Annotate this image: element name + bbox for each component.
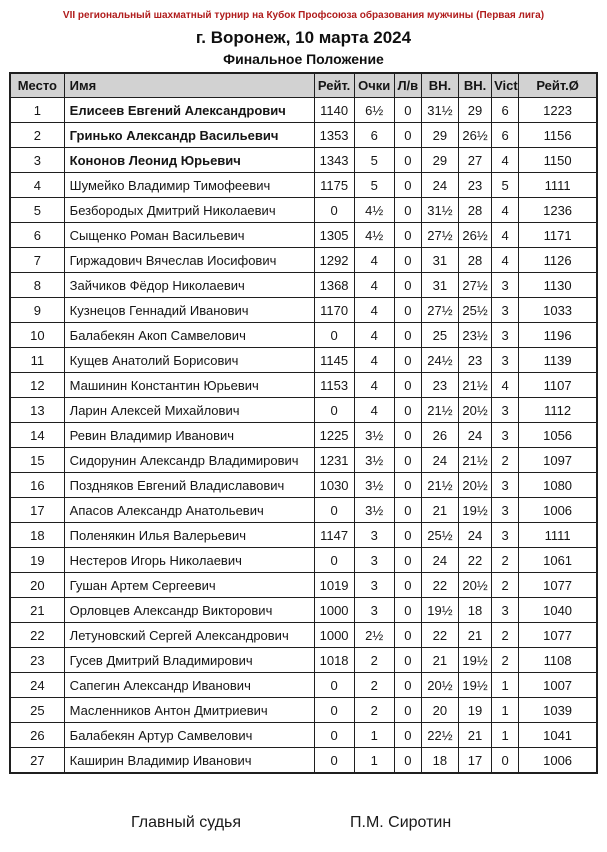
table-row [10,748,597,774]
cell-vict: 2 [492,573,519,598]
cell-rating: 1231 [314,448,354,473]
cell-points: 3 [354,598,394,623]
cell-points: 1 [354,723,394,748]
cell-rating_avg: 1107 [519,373,597,398]
cell-lv: 0 [394,448,421,473]
cell-name: Масленников Антон Дмитриевич [64,698,314,723]
cell-lv: 0 [394,273,421,298]
cell-bh1: 29 [421,123,458,148]
column-header-bh2: ВН. [458,73,491,98]
cell-lv: 0 [394,223,421,248]
cell-place: 7 [10,248,64,273]
cell-name: Гринько Александр Васильевич [64,123,314,148]
cell-bh1: 18 [421,748,458,774]
table-row [10,373,597,398]
cell-bh1: 24 [421,173,458,198]
cell-rating_avg: 1108 [519,648,597,673]
cell-name: Безбородых Дмитрий Николаевич [64,198,314,223]
table-row [10,148,597,173]
cell-rating_avg: 1033 [519,298,597,323]
cell-rating: 1030 [314,473,354,498]
cell-rating_avg: 1040 [519,598,597,623]
cell-bh2: 27½ [458,273,491,298]
cell-lv: 0 [394,548,421,573]
cell-bh1: 21 [421,648,458,673]
cell-rating: 1292 [314,248,354,273]
cell-vict: 4 [492,223,519,248]
cell-lv: 0 [394,623,421,648]
cell-vict: 1 [492,698,519,723]
cell-place: 3 [10,148,64,173]
cell-bh1: 21½ [421,398,458,423]
cell-lv: 0 [394,723,421,748]
cell-place: 25 [10,698,64,723]
cell-place: 26 [10,723,64,748]
cell-vict: 6 [492,123,519,148]
cell-lv: 0 [394,423,421,448]
table-row [10,423,597,448]
cell-name: Кущев Анатолий Борисович [64,348,314,373]
cell-points: 2 [354,648,394,673]
cell-points: 4½ [354,198,394,223]
cell-points: 6 [354,123,394,148]
column-header-rating_avg: Рейт.Ø [519,73,597,98]
results-table [9,72,598,774]
table-row [10,548,597,573]
cell-bh1: 22½ [421,723,458,748]
cell-points: 4 [354,323,394,348]
column-header-place: Место [10,73,64,98]
cell-bh2: 21 [458,623,491,648]
cell-rating_avg: 1041 [519,723,597,748]
cell-vict: 3 [492,298,519,323]
cell-bh1: 31 [421,273,458,298]
column-header-rating: Рейт. [314,73,354,98]
cell-rating: 0 [314,398,354,423]
cell-rating: 1343 [314,148,354,173]
cell-rating: 0 [314,498,354,523]
cell-bh2: 21 [458,723,491,748]
table-header-row [10,73,597,98]
cell-name: Зайчиков Фёдор Николаевич [64,273,314,298]
cell-place: 13 [10,398,64,423]
cell-bh1: 29 [421,148,458,173]
cell-rating_avg: 1077 [519,623,597,648]
cell-points: 3½ [354,423,394,448]
cell-vict: 4 [492,198,519,223]
cell-lv: 0 [394,348,421,373]
cell-lv: 0 [394,298,421,323]
cell-rating_avg: 1130 [519,273,597,298]
cell-rating: 1305 [314,223,354,248]
signature-footer [0,814,607,838]
cell-place: 24 [10,673,64,698]
cell-vict: 6 [492,98,519,123]
cell-points: 4 [354,348,394,373]
cell-place: 12 [10,373,64,398]
cell-place: 11 [10,348,64,373]
cell-bh1: 31 [421,248,458,273]
table-row [10,473,597,498]
cell-vict: 0 [492,748,519,774]
table-row [10,698,597,723]
cell-points: 4 [354,373,394,398]
table-row [10,248,597,273]
cell-bh2: 21½ [458,373,491,398]
cell-vict: 3 [492,598,519,623]
cell-bh1: 24½ [421,348,458,373]
cell-bh1: 26 [421,423,458,448]
cell-rating: 1018 [314,648,354,673]
cell-bh1: 22 [421,623,458,648]
cell-rating: 0 [314,198,354,223]
cell-bh2: 26½ [458,123,491,148]
cell-rating_avg: 1196 [519,323,597,348]
cell-bh1: 21 [421,498,458,523]
cell-rating_avg: 1223 [519,98,597,123]
cell-vict: 1 [492,673,519,698]
cell-name: Елисеев Евгений Александрович [64,98,314,123]
cell-bh2: 19½ [458,673,491,698]
cell-rating: 1353 [314,123,354,148]
cell-place: 5 [10,198,64,223]
cell-place: 15 [10,448,64,473]
cell-bh2: 28 [458,248,491,273]
cell-rating_avg: 1006 [519,748,597,774]
cell-rating: 0 [314,748,354,774]
cell-vict: 2 [492,448,519,473]
cell-rating: 1147 [314,523,354,548]
cell-place: 17 [10,498,64,523]
cell-rating_avg: 1126 [519,248,597,273]
cell-name: Поленякин Илья Валерьевич [64,523,314,548]
cell-bh2: 17 [458,748,491,774]
cell-bh2: 23 [458,173,491,198]
cell-place: 16 [10,473,64,498]
cell-vict: 3 [492,498,519,523]
cell-rating_avg: 1056 [519,423,597,448]
cell-bh2: 21½ [458,448,491,473]
cell-rating: 0 [314,723,354,748]
table-row [10,573,597,598]
table-row [10,673,597,698]
cell-bh2: 20½ [458,473,491,498]
cell-lv: 0 [394,673,421,698]
cell-lv: 0 [394,248,421,273]
table-row [10,98,597,123]
table-row [10,598,597,623]
cell-points: 4 [354,298,394,323]
cell-rating_avg: 1112 [519,398,597,423]
cell-bh2: 24 [458,423,491,448]
cell-bh1: 20½ [421,673,458,698]
cell-rating: 1225 [314,423,354,448]
cell-bh1: 25 [421,323,458,348]
cell-place: 20 [10,573,64,598]
cell-lv: 0 [394,748,421,774]
cell-bh1: 27½ [421,298,458,323]
cell-vict: 1 [492,723,519,748]
cell-bh1: 24 [421,548,458,573]
cell-place: 9 [10,298,64,323]
cell-bh2: 23 [458,348,491,373]
cell-lv: 0 [394,473,421,498]
cell-place: 14 [10,423,64,448]
cell-points: 3½ [354,473,394,498]
cell-name: Каширин Владимир Иванович [64,748,314,774]
cell-place: 22 [10,623,64,648]
cell-rating_avg: 1236 [519,198,597,223]
table-row [10,323,597,348]
cell-name: Сапегин Александр Иванович [64,673,314,698]
cell-vict: 2 [492,548,519,573]
cell-bh2: 19½ [458,648,491,673]
cell-lv: 0 [394,648,421,673]
cell-points: 6½ [354,98,394,123]
table-row [10,448,597,473]
cell-bh2: 20½ [458,573,491,598]
cell-place: 21 [10,598,64,623]
cell-lv: 0 [394,323,421,348]
table-row [10,298,597,323]
cell-lv: 0 [394,698,421,723]
cell-points: 4½ [354,223,394,248]
cell-name: Балабекян Артур Самвелович [64,723,314,748]
cell-points: 5 [354,148,394,173]
cell-name: Ревин Владимир Иванович [64,423,314,448]
column-header-vict: Vict [492,73,519,98]
cell-rating_avg: 1111 [519,523,597,548]
table-body [10,98,597,774]
cell-rating_avg: 1156 [519,123,597,148]
cell-rating: 1000 [314,598,354,623]
cell-rating: 0 [314,323,354,348]
cell-rating_avg: 1080 [519,473,597,498]
cell-name: Кузнецов Геннадий Иванович [64,298,314,323]
table-row [10,623,597,648]
table-row [10,523,597,548]
cell-rating_avg: 1171 [519,223,597,248]
cell-rating: 1000 [314,623,354,648]
column-header-name: Имя [64,73,314,98]
cell-bh2: 25½ [458,298,491,323]
table-row [10,273,597,298]
table-row [10,348,597,373]
cell-rating_avg: 1007 [519,673,597,698]
cell-points: 4 [354,398,394,423]
table-row [10,198,597,223]
table-row [10,648,597,673]
table-row [10,223,597,248]
cell-place: 8 [10,273,64,298]
cell-points: 1 [354,748,394,774]
cell-points: 3½ [354,498,394,523]
cell-place: 23 [10,648,64,673]
cell-bh1: 20 [421,698,458,723]
cell-rating_avg: 1139 [519,348,597,373]
cell-points: 4 [354,273,394,298]
cell-place: 10 [10,323,64,348]
cell-rating_avg: 1077 [519,573,597,598]
cell-rating: 1170 [314,298,354,323]
cell-bh1: 21½ [421,473,458,498]
cell-place: 2 [10,123,64,148]
cell-place: 27 [10,748,64,774]
chief-judge-label: Главный судья [131,814,242,831]
cell-name: Летуновский Сергей Александрович [64,623,314,648]
cell-bh1: 25½ [421,523,458,548]
table-row [10,498,597,523]
column-header-points: Очки [354,73,394,98]
cell-name: Нестеров Игорь Николаевич [64,548,314,573]
cell-lv: 0 [394,523,421,548]
cell-bh1: 31½ [421,198,458,223]
cell-points: 3 [354,523,394,548]
cell-name: Апасов Александр Анатольевич [64,498,314,523]
cell-name: Машинин Константин Юрьевич [64,373,314,398]
cell-vict: 4 [492,373,519,398]
cell-name: Гусев Дмитрий Владимирович [64,648,314,673]
cell-points: 5 [354,173,394,198]
cell-points: 3 [354,548,394,573]
cell-lv: 0 [394,398,421,423]
cell-rating_avg: 1111 [519,173,597,198]
cell-name: Сидорунин Александр Владимирович [64,448,314,473]
cell-bh1: 27½ [421,223,458,248]
cell-points: 2 [354,698,394,723]
cell-rating: 1175 [314,173,354,198]
column-header-bh1: ВН. [421,73,458,98]
cell-name: Ларин Алексей Михайлович [64,398,314,423]
cell-vict: 2 [492,623,519,648]
cell-place: 19 [10,548,64,573]
cell-vict: 4 [492,148,519,173]
table-row [10,723,597,748]
cell-points: 4 [354,248,394,273]
cell-place: 4 [10,173,64,198]
cell-name: Кононов Леонид Юрьевич [64,148,314,173]
table-row [10,123,597,148]
cell-rating_avg: 1039 [519,698,597,723]
cell-points: 3 [354,573,394,598]
cell-bh2: 19 [458,698,491,723]
cell-points: 2 [354,673,394,698]
cell-vict: 3 [492,323,519,348]
cell-rating: 0 [314,698,354,723]
cell-name: Сыщенко Роман Васильевич [64,223,314,248]
cell-bh2: 28 [458,198,491,223]
cell-lv: 0 [394,373,421,398]
cell-lv: 0 [394,498,421,523]
cell-bh2: 19½ [458,498,491,523]
cell-vict: 3 [492,348,519,373]
cell-rating: 1368 [314,273,354,298]
table-header [10,73,597,98]
cell-place: 18 [10,523,64,548]
cell-lv: 0 [394,598,421,623]
table-row [10,398,597,423]
cell-bh2: 18 [458,598,491,623]
page-subtitle: Финальное Положение [223,51,384,67]
chief-judge-name: П.М. Сиротин [350,814,452,831]
cell-rating_avg: 1061 [519,548,597,573]
cell-lv: 0 [394,148,421,173]
cell-vict: 3 [492,398,519,423]
cell-vict: 2 [492,648,519,673]
cell-rating_avg: 1097 [519,448,597,473]
cell-bh1: 23 [421,373,458,398]
cell-lv: 0 [394,173,421,198]
cell-bh1: 19½ [421,598,458,623]
cell-bh1: 31½ [421,98,458,123]
cell-rating: 0 [314,548,354,573]
cell-rating: 0 [314,673,354,698]
cell-place: 6 [10,223,64,248]
cell-bh1: 22 [421,573,458,598]
cell-place: 1 [10,98,64,123]
cell-bh2: 29 [458,98,491,123]
cell-bh1: 24 [421,448,458,473]
cell-rating: 1019 [314,573,354,598]
cell-rating: 1140 [314,98,354,123]
cell-name: Балабекян Акоп Самвелович [64,323,314,348]
cell-bh2: 26½ [458,223,491,248]
cell-vict: 3 [492,273,519,298]
cell-vict: 3 [492,523,519,548]
cell-lv: 0 [394,98,421,123]
cell-rating: 1145 [314,348,354,373]
cell-bh2: 24 [458,523,491,548]
cell-lv: 0 [394,123,421,148]
cell-name: Шумейко Владимир Тимофеевич [64,173,314,198]
cell-rating_avg: 1150 [519,148,597,173]
cell-vict: 5 [492,173,519,198]
cell-rating: 1153 [314,373,354,398]
cell-rating_avg: 1006 [519,498,597,523]
cell-name: Гиржадович Вячеслав Иосифович [64,248,314,273]
cell-bh2: 22 [458,548,491,573]
cell-points: 2½ [354,623,394,648]
cell-name: Гушан Артем Сергеевич [64,573,314,598]
cell-bh2: 20½ [458,398,491,423]
cell-name: Орловцев Александр Викторович [64,598,314,623]
cell-vict: 3 [492,473,519,498]
page-title: г. Воронеж, 10 марта 2024 [195,28,412,47]
tournament-name-header: VII региональный шахматный турнир на Кубок Профсоюза образования мужчины (Первая лига) [62,10,545,21]
cell-points: 3½ [354,448,394,473]
column-header-lv: Л/в [394,73,421,98]
table-row [10,173,597,198]
cell-bh2: 27 [458,148,491,173]
cell-bh2: 23½ [458,323,491,348]
cell-vict: 4 [492,248,519,273]
cell-lv: 0 [394,573,421,598]
cell-name: Поздняков Евгений Владиславович [64,473,314,498]
cell-vict: 3 [492,423,519,448]
cell-lv: 0 [394,198,421,223]
